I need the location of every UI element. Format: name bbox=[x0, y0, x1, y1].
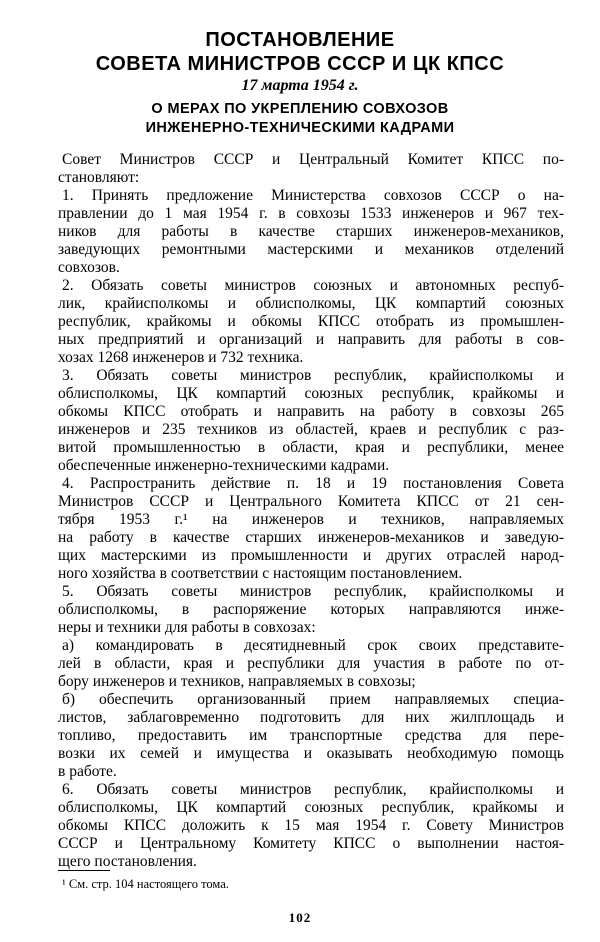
body-line: республик, крайкомы и обкомы КПСС отобрать из промышлен- bbox=[58, 313, 564, 330]
page-number: 102 bbox=[288, 910, 312, 925]
document-date: 17 марта 1954 г. bbox=[241, 77, 359, 94]
body-line: облисполкомы, ЦК компартий союзных республик, крайкомы и bbox=[58, 385, 564, 402]
document-subtitle-line-1: О МЕРАХ ПО УКРЕПЛЕНИЮ СОВХОЗОВ bbox=[151, 101, 449, 117]
body-line: совхозов. bbox=[58, 259, 120, 276]
body-line: бору инженеров и техников, направляемых в совхозы; bbox=[58, 673, 416, 690]
body-line: 2. Обязать советы министров союзных и автономных респуб- bbox=[62, 277, 564, 294]
document-title-line-1: ПОСТАНОВЛЕНИЕ bbox=[205, 29, 395, 51]
body-line: лей в области, края и республики для участия в работе по от- bbox=[58, 655, 564, 672]
body-line: 1. Принять предложение Министерства совхозов СССР о на- bbox=[62, 187, 564, 204]
body-line: хозах 1268 инженеров и 732 техника. bbox=[58, 349, 304, 366]
footnote-divider bbox=[58, 870, 110, 871]
body-line: обкомы КПСС доложить к 15 мая 1954 г. Совету Министров bbox=[58, 817, 564, 834]
body-line: заведующих ремонтными мастерскими и механиков отделений bbox=[58, 241, 564, 258]
body-line: на работу в качестве старших инженеров-механиков и заведую- bbox=[58, 529, 564, 546]
body-line: тября 1953 г.¹ на инженеров и техников, направляемых bbox=[58, 511, 564, 528]
body-line: облисполкомы, в распоряжение которых направляются инже- bbox=[58, 601, 564, 618]
body-line: Совет Министров СССР и Центральный Комитет КПСС по- bbox=[62, 151, 564, 168]
footnote: ¹ См. стр. 104 настоящего тома. bbox=[62, 877, 229, 891]
body-line: обеспеченные инженерно-техническими кадрами. bbox=[58, 457, 390, 474]
body-line: топливо, предоставить им транспортные средства для пере- bbox=[58, 727, 564, 744]
body-line: Министров СССР и Центрального Комитета КПСС от 21 сен- bbox=[58, 493, 564, 510]
body-line: становляют: bbox=[58, 169, 140, 186]
body-line: витой промышленностью в области, края и республики, менее bbox=[58, 439, 564, 456]
body-line: неры и техники для работы в совхозах: bbox=[58, 619, 316, 636]
body-line: 3. Обязать советы министров республик, крайисполкомы и bbox=[62, 367, 564, 384]
body-line: СССР и Центральному Комитету КПСС о выполнении настоя- bbox=[58, 835, 564, 852]
body-line: листов, заблаговременно подготовить для них жилплощадь и bbox=[58, 709, 564, 726]
body-line: обкомы КПСС отобрать и направить на работу в совхозы 265 bbox=[58, 403, 564, 420]
document-title-line-2: СОВЕТА МИНИСТРОВ СССР И ЦК КПСС bbox=[95, 53, 505, 75]
body-line: 4. Распространить действие п. 18 и 19 постановления Совета bbox=[62, 475, 564, 492]
body-line: ных предприятий и организаций и направить для работы в сов- bbox=[58, 331, 564, 348]
document-subtitle-line-2: ИНЖЕНЕРНО-ТЕХНИЧЕСКИМИ КАДРАМИ bbox=[145, 120, 455, 136]
body-line: щих мастерскими из промышленности и других отраслей народ- bbox=[58, 547, 564, 564]
body-line: б) обеспечить организованный прием направляемых специа- bbox=[62, 691, 564, 708]
body-line: 6. Обязать советы министров республик, крайисполкомы и bbox=[62, 781, 564, 798]
body-line: инженеров и 235 техников из областей, краев и республик с раз- bbox=[58, 421, 564, 438]
body-line: ного хозяйства в соответствии с настоящим постановлением. bbox=[58, 565, 463, 582]
body-line: ников для работы в качестве старших инженеров-механиков, bbox=[58, 223, 564, 240]
body-line: облисполкомы, ЦК компартий союзных республик, крайкомы и bbox=[58, 799, 564, 816]
body-line: 5. Обязать советы министров республик, крайисполкомы и bbox=[62, 583, 564, 600]
body-line: возки их семей и имущества и оказывать необходимую помощь bbox=[58, 745, 564, 762]
body-line: лик, крайисполкомы и облисполкомы, ЦК компартий союзных bbox=[58, 295, 564, 312]
body-line: щего постановления. bbox=[58, 853, 197, 870]
body-line: в работе. bbox=[58, 763, 117, 780]
body-line: а) командировать в десятидневный срок своих представите- bbox=[62, 637, 564, 654]
body-line: правлении до 1 мая 1954 г. в совхозы 1533 инженеров и 967 тех- bbox=[58, 205, 564, 222]
